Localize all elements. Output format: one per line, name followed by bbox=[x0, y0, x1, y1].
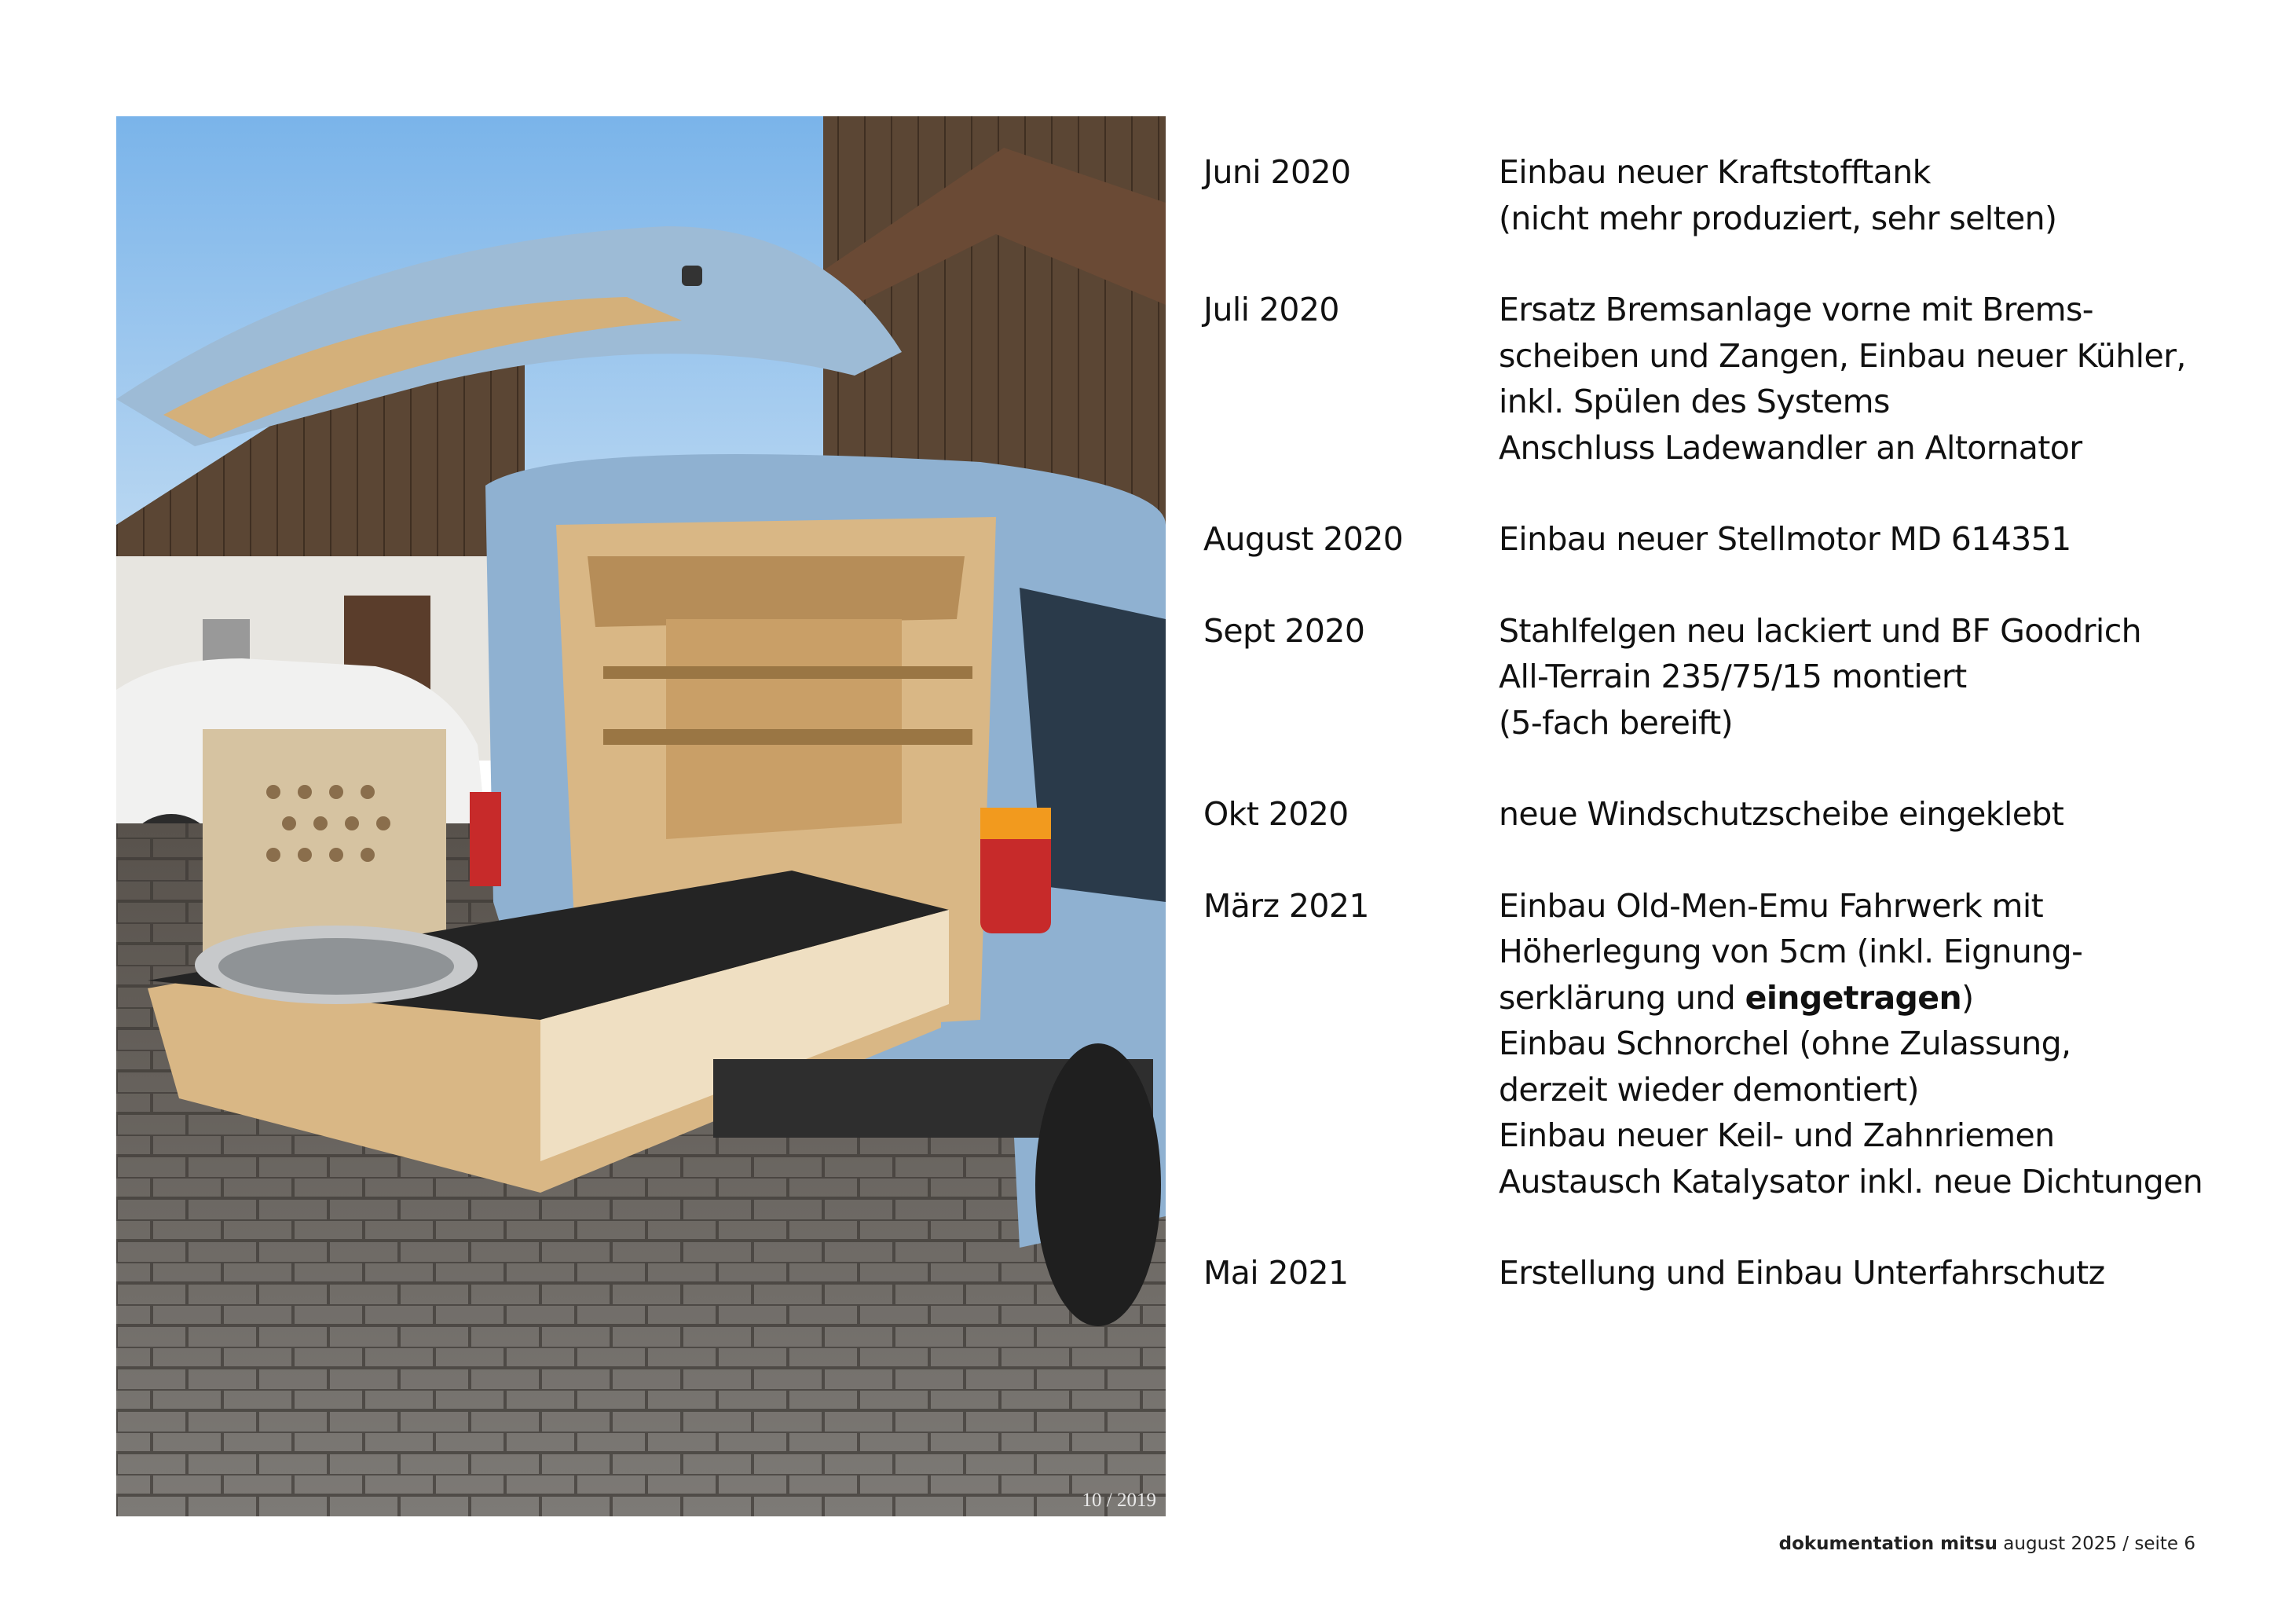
entry-line-suffix: ) bbox=[1961, 978, 1974, 1017]
entry-line bbox=[1499, 883, 2272, 929]
entry-line-text: (nicht mehr produziert, sehr selten) bbox=[1499, 199, 2057, 237]
entry-line-text: All-Terrain 235/75/15 montiert bbox=[1499, 658, 1967, 695]
entry-line bbox=[1499, 379, 2272, 425]
entry-line-text: scheiben und Zangen, Einbau neuer Kühler, bbox=[1499, 336, 2186, 375]
entry-line bbox=[1499, 1067, 2272, 1113]
entry-date: Okt 2020 bbox=[1203, 795, 1349, 833]
entry-line bbox=[1499, 1250, 2272, 1296]
entry-line-text: Einbau neuer Keil- und Zahnriemen bbox=[1499, 1116, 2055, 1154]
entry-line-text: Einbau Schnorchel (ohne Zulassung, bbox=[1499, 1025, 2071, 1062]
timeline-entry bbox=[1203, 883, 2272, 1205]
van-photo-illustration bbox=[116, 116, 1166, 1516]
entry-line bbox=[1499, 287, 2272, 333]
entry-description bbox=[1499, 149, 2272, 241]
entry-line bbox=[1499, 654, 2272, 700]
entry-line bbox=[1499, 196, 2272, 242]
entry-line-text: neue Windschutzscheibe eingeklebt bbox=[1499, 795, 2064, 833]
entry-line bbox=[1499, 608, 2272, 654]
timeline-entry bbox=[1203, 791, 2272, 838]
maintenance-timeline bbox=[1203, 149, 2272, 1342]
entry-line bbox=[1499, 333, 2272, 379]
entry-line-bold-text: eingetragen bbox=[1745, 978, 1962, 1017]
timeline-entry bbox=[1203, 1250, 2272, 1296]
entry-line bbox=[1499, 929, 2272, 975]
entry-line-text: inkl. Spülen des Systems bbox=[1499, 383, 1890, 420]
entry-line bbox=[1499, 516, 2272, 563]
entry-date: Mai 2021 bbox=[1203, 1254, 1349, 1292]
entry-line bbox=[1499, 700, 2272, 746]
timeline-entry bbox=[1203, 516, 2272, 563]
entry-line bbox=[1499, 149, 2272, 196]
timeline-entry bbox=[1203, 149, 2272, 241]
footer-page-info: august 2025 / seite 6 bbox=[2003, 1534, 2195, 1554]
entry-date: Juni 2020 bbox=[1203, 153, 1351, 191]
timeline-entry bbox=[1203, 608, 2272, 746]
entry-line-text: (5-fach bereift) bbox=[1499, 703, 1734, 742]
entry-date: März 2021 bbox=[1203, 886, 1369, 925]
entry-line-text: Austausch Katalysator inkl. neue Dichtungen bbox=[1499, 1162, 2203, 1201]
page-footer bbox=[1779, 1534, 2195, 1554]
entry-line bbox=[1499, 791, 2272, 838]
entry-description bbox=[1499, 883, 2272, 1205]
entry-date: Juli 2020 bbox=[1203, 291, 1339, 328]
photo-date-stamp: 10 / 2019 bbox=[1082, 1490, 1156, 1511]
entry-line-text: Einbau neuer Kraftstofftank bbox=[1499, 153, 1931, 191]
entry-line-text: Anschluss Ladewandler an Altornator bbox=[1499, 428, 2082, 467]
entry-line bbox=[1499, 1021, 2272, 1067]
entry-description bbox=[1499, 791, 2272, 838]
entry-description bbox=[1499, 608, 2272, 746]
van-photo bbox=[116, 116, 1166, 1516]
entry-line bbox=[1499, 975, 2272, 1021]
entry-line-text: Einbau neuer Stellmotor MD 614351 bbox=[1499, 520, 2071, 558]
entry-line-text: derzeit wieder demontiert) bbox=[1499, 1070, 1919, 1109]
entry-description bbox=[1499, 287, 2272, 471]
entry-line-text: Stahlfelgen neu lackiert und BF Goodrich bbox=[1499, 611, 2142, 650]
entry-line-text: Einbau Old-Men-Emu Fahrwerk mit bbox=[1499, 886, 2044, 925]
entry-line-text: serklärung und bbox=[1499, 978, 1745, 1017]
entry-description bbox=[1499, 516, 2272, 563]
entry-date: Sept 2020 bbox=[1203, 611, 1365, 650]
entry-line bbox=[1499, 425, 2272, 471]
entry-line-text: Ersatz Bremsanlage vorne mit Brems- bbox=[1499, 291, 2093, 328]
entry-line bbox=[1499, 1113, 2272, 1159]
entry-line-text: Erstellung und Einbau Unterfahrschutz bbox=[1499, 1254, 2105, 1292]
entry-date: August 2020 bbox=[1203, 520, 1404, 558]
entry-line bbox=[1499, 1159, 2272, 1205]
entry-description bbox=[1499, 1250, 2272, 1296]
footer-document-title: dokumentation mitsu bbox=[1778, 1534, 1998, 1554]
entry-line-text: Höherlegung von 5cm (inkl. Eignung- bbox=[1499, 933, 2083, 970]
timeline-entry bbox=[1203, 287, 2272, 471]
